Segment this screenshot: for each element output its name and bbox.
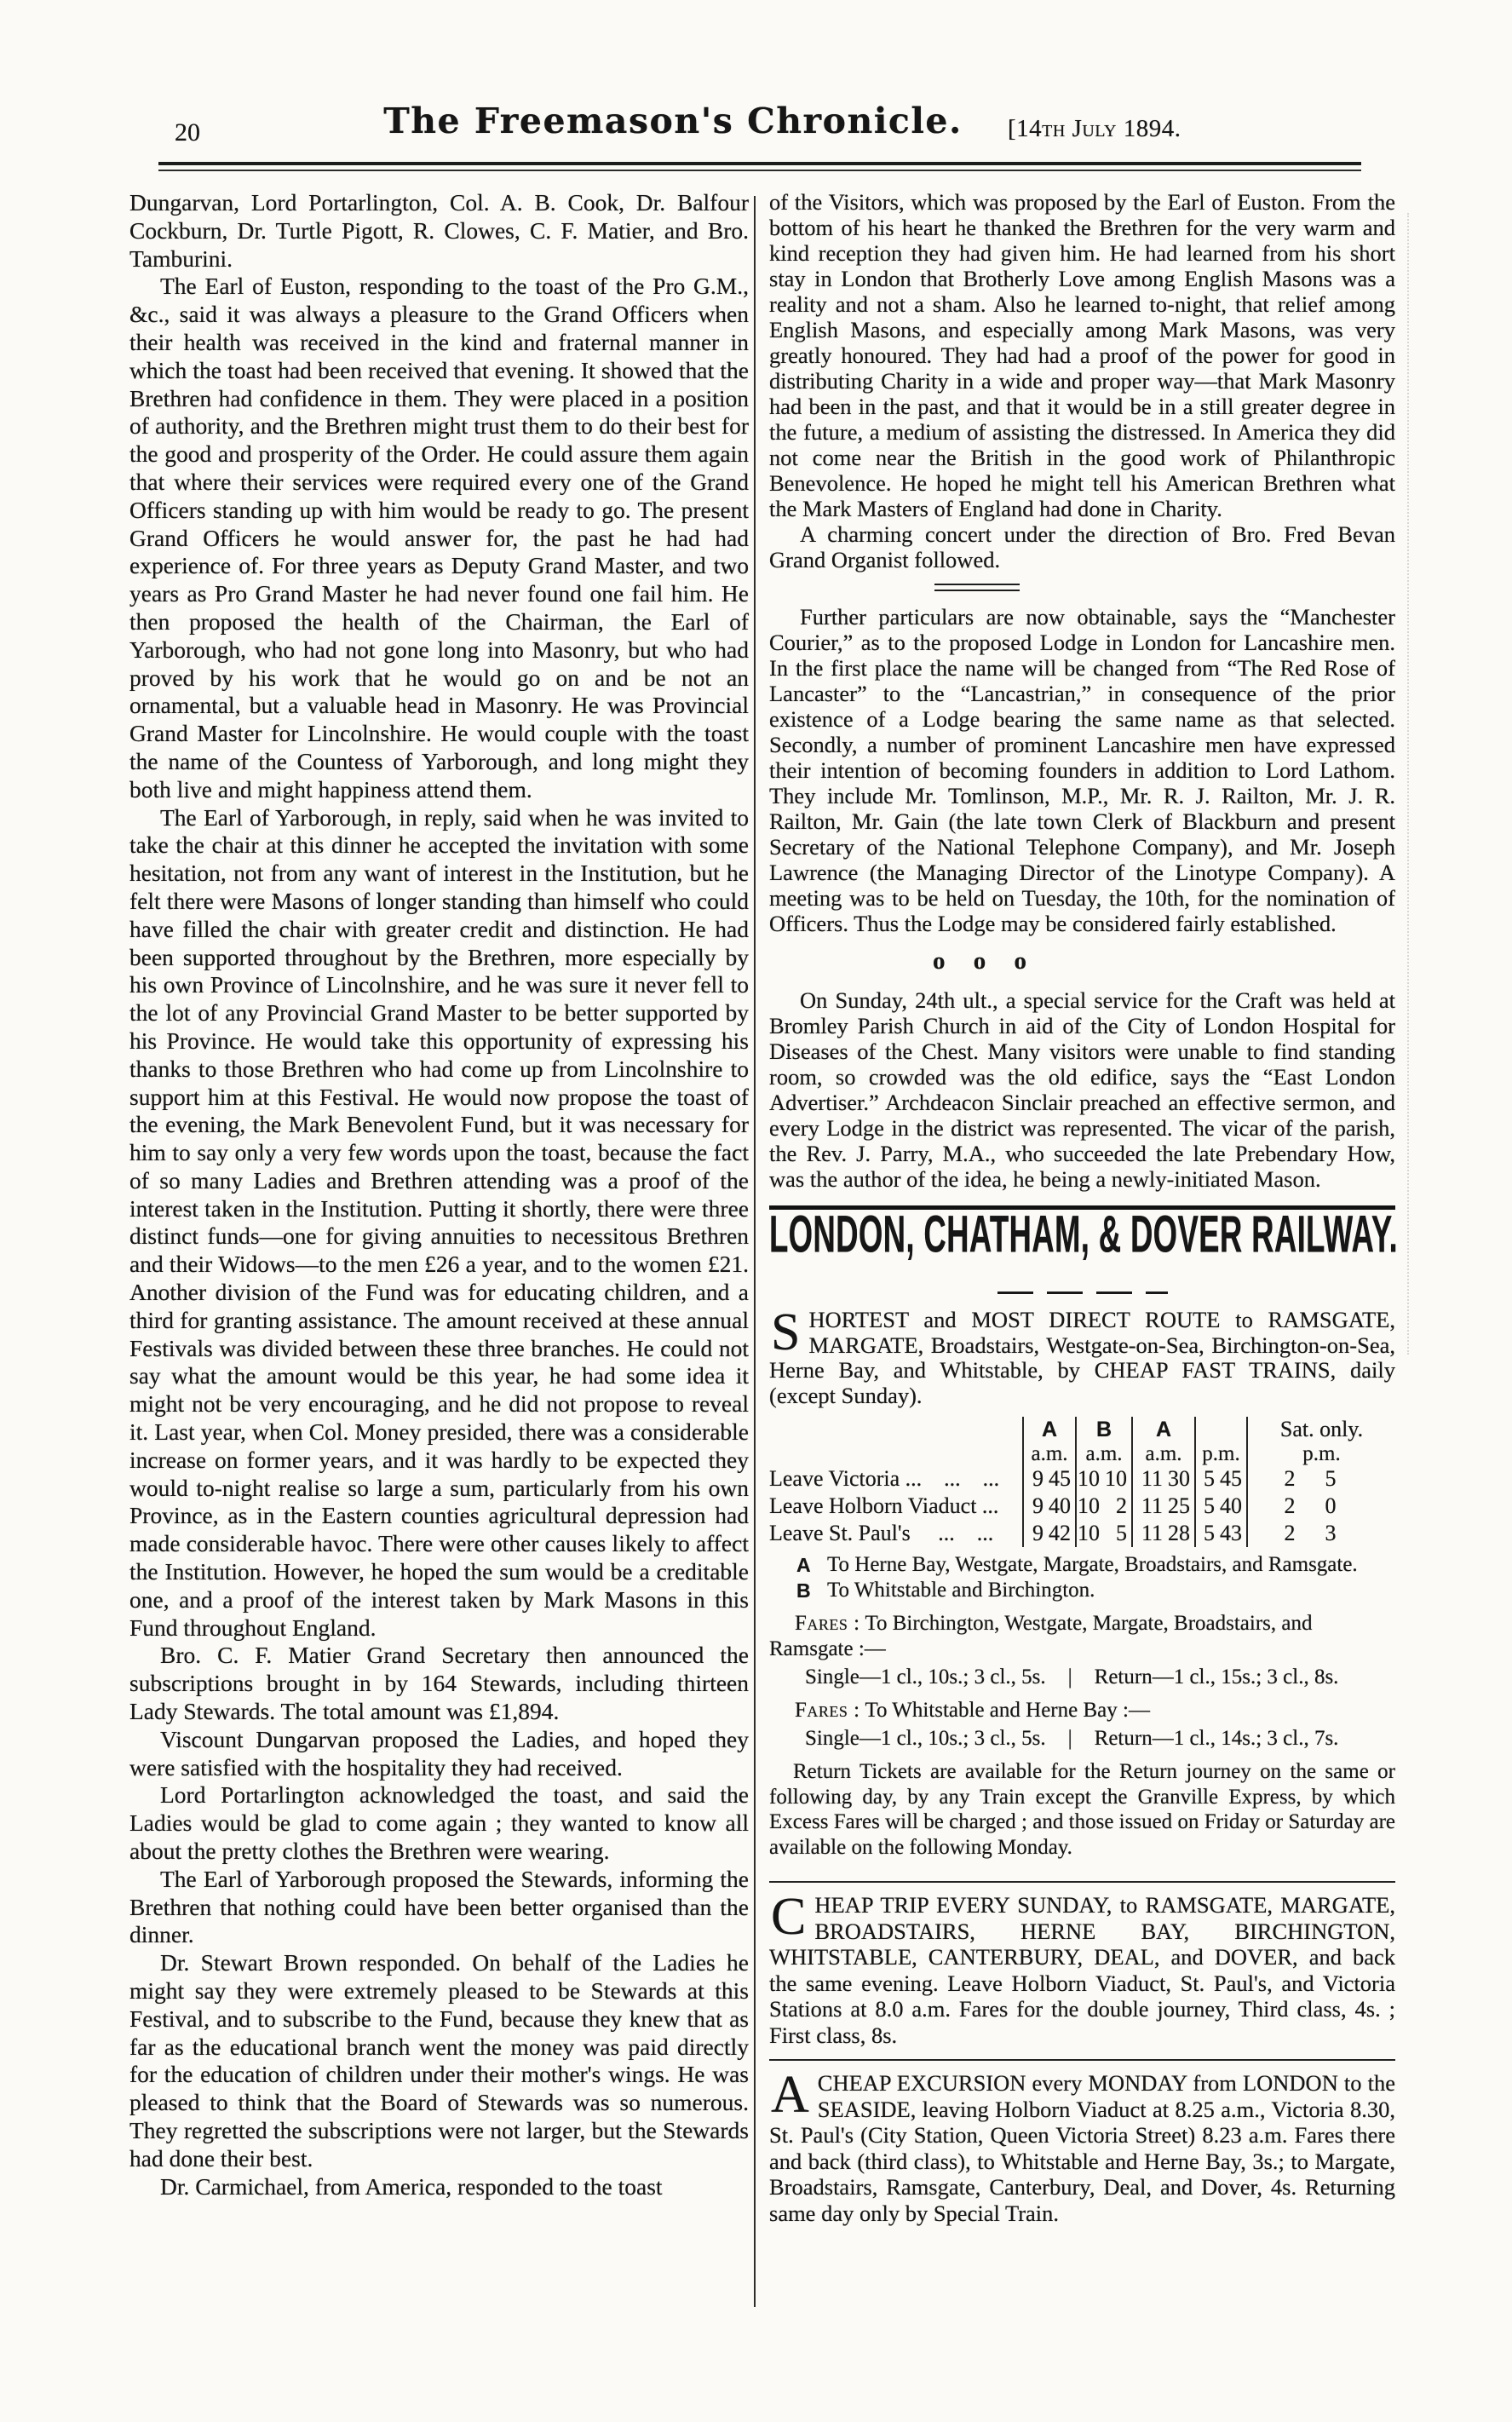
column-letter-sat-only: Sat. only. <box>1246 1417 1395 1442</box>
article-paragraph: Viscount Dungarvan proposed the Ladies, and hoped they were satisfied with the hospitality they had received. <box>129 1725 749 1781</box>
fares-prices <box>769 1726 1395 1752</box>
column-unit: a.m. <box>1022 1442 1075 1465</box>
time-minute: 40 <box>1220 1493 1242 1518</box>
ooo-section-divider: o o o <box>933 947 1026 975</box>
time-hour: 9 <box>1032 1521 1043 1545</box>
article-paragraph: The Earl of Yarborough, in reply, said when he was invited to take the chair at this dinner he accepted the invitation with some hesitation, not from any want of interest in the Institution, but he felt there were Masons of longer standing than himself who could have filled the chair with greater credit and distinction. He had been supported throughout by the Brethren, more especially by his own Province of Lincolnshire, and he was sure it never fell to the lot of any Provincial Grand Master to be better supported by his Province. He would take this opportunity of expressing his thanks to those Brethren who had come up from Lincolnshire to support him at this Festival. He would now propose the toast of the evening, the Mark Benevolent Fund, but it was necessary for him to say only a very few words upon the toast, because the fact of so many Ladies and Brethren attending was a proof of the interest taken in the Institution. Putting it shortly, there were three distinct funds—one for giving annuities to necessitous Brethren and their Widows—to the men £26 a year, and to the women £21. Another division of the Fund was for educating children, and a third for granting assistance. The amount received at these annual Festivals was divided between these three branches. He could not say what the amount would be this year, he had some idea it might not be very encouraging, and he did not propose to reveal it. Last year, when Col. Money presided, there was a considerable increase on former years, and it was hardly to be expected they would to-night realise so large a sum, particularly from his own Province, as in the Eastern counties agricultural depression had made considerable havoc. There were other causes likely to affect the Institution. However, he hoped the sum would be a creditable one, and a proof of the interest taken by Mark Masons in this Fund throughout England. <box>129 803 749 1641</box>
time-cell <box>1022 1493 1075 1520</box>
time-cell <box>1194 1493 1246 1520</box>
excursion-paragraph <box>769 2066 1395 2226</box>
fares-destinations: To Whitstable and Herne Bay :— <box>865 1699 1150 1722</box>
issue-date: [14th July 1894. <box>1008 115 1181 142</box>
return-fare: Return—1 cl., 14s.; 3 cl., 7s. <box>1094 1727 1339 1750</box>
timetable-row <box>769 1520 1395 1547</box>
time-cell <box>1131 1520 1194 1547</box>
timetable-row <box>769 1493 1395 1520</box>
article-paragraph: Dr. Carmichael, from America, responded to the toast <box>160 2172 663 2200</box>
note-marker: B <box>796 1579 811 1602</box>
note-text: To Whitstable and Birchington. <box>827 1579 1095 1602</box>
column-letter: A <box>1131 1417 1194 1442</box>
timetable-stub-spacer <box>769 1417 1022 1442</box>
fares-divider-bar: | <box>1067 1727 1072 1750</box>
time-hour: 11 <box>1141 1493 1163 1518</box>
column-letter <box>1194 1417 1246 1442</box>
ad-section-rule <box>769 2059 1395 2061</box>
article-paragraph: Dungarvan, Lord Portarlington, Col. A. B. Cook, Dr. Balfour Cockburn, Dr. Turtle Pigott, R. Clowes, C. F. Matier, and Bro. Tamburini. <box>129 189 749 272</box>
ad-intro-text: HORTEST and MOST DIRECT ROUTE to RAMSGATE, MARGATE, Broadstairs, Westgate-on-Sea, Birchington-on-Sea, Herne Bay, and Whitstable, by CHEAP FAST TRAINS, daily (except Sunday). <box>769 1307 1395 1408</box>
page-edge-artifact <box>1407 213 1409 1355</box>
time-minute: 0 <box>1325 1493 1337 1518</box>
time-hour: 2 <box>1284 1521 1296 1545</box>
newspaper-title: The Freemason's Chronicle. <box>383 101 963 141</box>
time-hour: 2 <box>1284 1493 1296 1518</box>
column-unit: p.m. <box>1194 1442 1246 1465</box>
time-cell <box>1131 1465 1194 1493</box>
page-number: 20 <box>175 118 200 147</box>
single-fare: Single—1 cl., 10s.; 3 cl., 5s. <box>805 1665 1046 1688</box>
time-minute: 45 <box>1049 1466 1071 1491</box>
time-cell <box>1246 1465 1395 1493</box>
return-fare: Return—1 cl., 15s.; 3 cl., 8s. <box>1094 1665 1339 1688</box>
article-paragraph: of the Visitors, which was proposed by the Earl of Euston. From the bottom of his heart he thanked the Brethren for the very warm and kind reception they had given him. He had learned from his short stay in London that Brotherly Love among English Masons was a reality and not a sham. Also he learned to-night, that relief among English Masons, and especially among Mark Masons, was very greatly honoured. They had had a proof of the power for good in distributing Charity in a wide and proper way—that Mark Masonry had been in the past, and that it would be in a still greater degree in the future, a medium of assisting the distressed. In America they did not come near the British in the good work of Philanthropic Benevolence. He hoped he might tell his American Brethren what the Mark Masters of England had done in Charity. <box>769 189 1395 521</box>
article-paragraph: The Earl of Yarborough proposed the Stewards, informing the Brethren that nothing could have been better organised than the dinner. <box>129 1865 749 1948</box>
note-marker: A <box>796 1554 811 1576</box>
time-hour: 10 <box>1078 1466 1100 1491</box>
station-label: Leave Victoria ... ... ... <box>769 1466 1000 1491</box>
single-fare: Single—1 cl., 10s.; 3 cl., 5s. <box>805 1727 1046 1750</box>
article-paragraph: Bro. C. F. Matier Grand Secretary then announced the subscriptions brought in by 164 Stewards, including thirteen Lady Stewards. The total amount was £1,894. <box>129 1642 749 1725</box>
time-minute: 5 <box>1116 1521 1127 1545</box>
fares-line <box>769 1611 1395 1662</box>
timetable-stub-spacer <box>769 1442 1022 1465</box>
fares-label: Fares : <box>795 1699 860 1722</box>
column-letter: B <box>1075 1417 1131 1442</box>
dropcap-initial: A <box>771 2066 809 2124</box>
column-divider <box>754 196 756 2307</box>
railway-ad-heading <box>769 1205 1399 1276</box>
column-unit: p.m. <box>1246 1442 1395 1465</box>
left-column <box>129 189 749 2201</box>
time-hour: 2 <box>1284 1466 1296 1491</box>
column-unit: a.m. <box>1131 1442 1194 1465</box>
timetable-letters-row <box>769 1417 1395 1442</box>
fares-prices <box>769 1665 1395 1690</box>
time-minute: 43 <box>1220 1521 1242 1545</box>
fares-divider-bar: | <box>1067 1665 1072 1688</box>
ad-intro-paragraph <box>769 1303 1395 1408</box>
header-rule <box>158 162 1361 171</box>
cheap-trip-text: HEAP TRIP EVERY SUNDAY, to RAMSGATE, MARGATE, BROADSTAIRS, HERNE BAY, BIRCHINGTON, WHITSTABLE, CANTERBURY, DEAL, and DOVER, and back the same evening. Leave Holborn Viaduct, St. Paul's, and Victoria Stations at 8.0 a.m. Fares for the double journey, Third class, 4s. ; First class, 8s. <box>769 1892 1395 2048</box>
time-hour: 11 <box>1141 1521 1163 1545</box>
timetable-units-row <box>769 1442 1395 1465</box>
time-minute: 2 <box>1116 1493 1127 1518</box>
fares-label: Fares : <box>795 1612 860 1635</box>
railway-ad-heading-text: LONDON, CHATHAM, & DOVER RAILWAY. <box>769 1205 1399 1263</box>
time-cell <box>1131 1493 1194 1520</box>
station-label: Leave Holborn Viaduct ... <box>769 1493 999 1518</box>
cheap-trip-paragraph <box>769 1888 1395 2048</box>
time-hour: 11 <box>1141 1466 1163 1491</box>
note-text: To Herne Bay, Westgate, Margate, Broadstairs, and Ramsgate. <box>827 1553 1358 1576</box>
time-cell <box>1194 1520 1246 1547</box>
station-label: Leave St. Paul's ... ... <box>769 1521 994 1545</box>
time-cell <box>1075 1493 1131 1520</box>
excursion-text: CHEAP EXCURSION every MONDAY from LONDON to the SEASIDE, leaving Holborn Viaduct at 8.25 a.m., Victoria 8.30, St. Paul's (City Station, Queen Victoria Street) 8.23 a.m. Fares there and back (third class), to Whitstable and Herne Bay, 3s.; to Margate, Broadstairs, Ramsgate, Canterbury, Deal, and Dover, 4s. Returning same day only by Special Train. <box>769 2070 1395 2226</box>
dropcap-initial: C <box>771 1888 807 1946</box>
section-divider-rule <box>934 584 1020 591</box>
time-minute: 3 <box>1325 1521 1337 1545</box>
time-cell <box>1022 1465 1075 1493</box>
time-minute: 5 <box>1325 1466 1337 1491</box>
time-cell <box>1246 1493 1395 1520</box>
time-hour: 10 <box>1078 1493 1100 1518</box>
time-cell <box>1075 1520 1131 1547</box>
column-unit: a.m. <box>1075 1442 1131 1465</box>
time-hour: 10 <box>1078 1521 1100 1545</box>
time-hour: 9 <box>1032 1493 1043 1518</box>
timetable <box>769 1417 1395 1547</box>
time-minute: 40 <box>1049 1493 1071 1518</box>
time-cell <box>1075 1465 1131 1493</box>
ad-section-rule <box>769 1881 1395 1883</box>
ad-heading-rule <box>997 1292 1168 1294</box>
return-tickets-note: Return Tickets are available for the Return journey on the same or following day, by any Train except the Granville Express, by which Excess Fares will be charged ; and those issued on Friday or Saturday are available on the following Monday. <box>769 1760 1395 1859</box>
fares-destinations: To Birchington, Westgate, Margate, Broadstairs, and Ramsgate :— <box>769 1612 1313 1660</box>
time-minute: 45 <box>1220 1466 1242 1491</box>
timetable-row <box>769 1465 1395 1493</box>
timetable-note <box>796 1552 1395 1578</box>
column-letter: A <box>1022 1417 1075 1442</box>
article-paragraph: The Earl of Euston, responding to the toast of the Pro G.M., &c., said it was always a pleasure to the Grand Officers when their health was received in the kind and fraternal manner in which the toast had been received that evening. It showed that the Brethren had confidence in them. They were placed in a position of authority, and the Brethren might trust them to do their best for the good and prosperity of the Order. He could assure them again that where their services were required every one of the Grand Officers standing up with him would be ready to go. The present Grand Officers he would answer for, the past he had had experience of. For three years as Deputy Grand Master, and two years as Pro Grand Master he had never found one fail him. He then proposed the health of the Chairman, the Earl of Yarborough, who had not gone long into Masonry, but who had proved by his work that he would go on and be not an ornamental, but a valuable head in Masonry. He was Provincial Grand Master for Lincolnshire. He would couple with the toast the name of the Countess of Yarborough, and long might they both live and might happiness attend them. <box>129 273 749 803</box>
time-hour: 5 <box>1204 1493 1215 1518</box>
right-column <box>769 189 1399 2226</box>
article-paragraph: Dr. Stewart Brown responded. On behalf of the Ladies he might say they were extremely pleased to be Stewards at this Festival, and to subscribe to the Fund, because they knew that as far as the educational branch went the money was paid directly for the education of children under their mother's wings. He was pleased to think that the Board of Stewards was so numerous. They regretted the subscriptions were not larger, but the Stewards had done their best. <box>129 1949 749 2172</box>
time-hour: 5 <box>1204 1521 1215 1545</box>
article-paragraph: A charming concert under the direction of Bro. Fred Bevan Grand Organist followed. <box>769 521 1395 572</box>
time-cell <box>1194 1465 1246 1493</box>
time-cell <box>1022 1520 1075 1547</box>
time-minute: 25 <box>1168 1493 1190 1518</box>
time-hour: 5 <box>1204 1466 1215 1491</box>
time-minute: 10 <box>1105 1466 1127 1491</box>
fares-line <box>769 1698 1395 1723</box>
time-hour: 9 <box>1032 1466 1043 1491</box>
time-minute: 28 <box>1168 1521 1190 1545</box>
time-minute: 42 <box>1049 1521 1071 1545</box>
timetable-note <box>796 1578 1395 1603</box>
article-paragraph: On Sunday, 24th ult., a special service for the Craft was held at Bromley Parish Church in aid of the City of London Hospital for Diseases of the Chest. Many visitors were unable to find standing room, so crowded was the old edifice, says the “East London Advertiser.” Archdeacon Sinclair preached an effective sermon, and every Lodge in the district was represented. The vicar of the parish, the Rev. J. Parry, M.A., who succeeded the late Prebendary How, was the author of the idea, he being a newly-initiated Mason. <box>769 987 1395 1192</box>
time-minute: 30 <box>1168 1466 1190 1491</box>
article-paragraph: Lord Portarlington acknowledged the toast, and said the Ladies would be glad to come again ; they wanted to know all about the pretty clothes the Brethren were wearing. <box>129 1781 749 1865</box>
article-paragraph: Further particulars are now obtainable, says the “Manchester Courier,” as to the proposed Lodge in London for Lancashire men. In the first place the name will be changed from “The Red Rose of Lancaster” to the “Lancastrian,” in consequence of the prior existence of a Lodge bearing the same name as that selected. Secondly, a number of prominent Lancashire men have expressed their intention of becoming founders in addition to Lord Lathom. They include Mr. Tomlinson, M.P., Mr. R. J. Railton, Mr. J. R. Railton, Mr. Gain (the late town Clerk of Blackburn and present Secretary of the National Telephone Company), and Mr. Joseph Lawrence (the Managing Director of the Linotype Company). A meeting was to be held on Tuesday, the 10th, for the nomination of Officers. Thus the Lodge may be considered fairly established. <box>769 604 1395 936</box>
time-cell <box>1246 1520 1395 1547</box>
dropcap-initial: S <box>771 1303 801 1361</box>
